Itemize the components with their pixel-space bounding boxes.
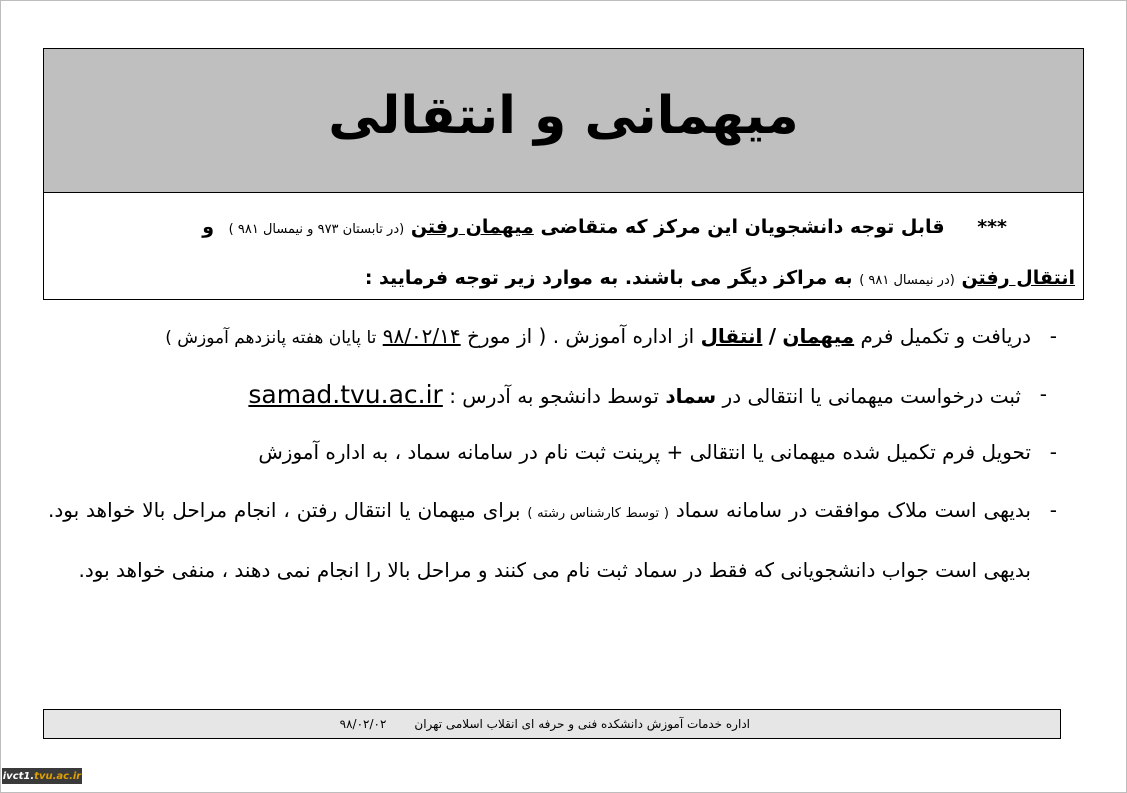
step-bullet: - [1039,382,1047,406]
step-1-date: ۹۸/۰۲/۱۴ [382,324,461,348]
step-1-text-a: دریافت و تکمیل فرم [860,324,1031,348]
step-2-text-a: ثبت درخواست میهمانی یا انتقالی در [722,384,1021,408]
step-4 [48,482,1057,598]
notice-stars: *** [977,216,1007,238]
notice-text-1: قابل توجه دانشجویان این مرکز که متقاضی [540,216,945,238]
notice-transfer-period: (در نیمسال ۹۸۱ ) [859,273,955,288]
step-4-expert-note: ( توسط کارشناس رشته ) [527,506,669,521]
steps-list [48,322,1057,598]
site-watermark [2,768,82,784]
step-bullet: - [1049,498,1057,522]
step-bullet: - [1049,324,1057,348]
notice-guest-period: (در تابستان ۹۷۳ و نیمسال ۹۸۱ ) [228,222,405,237]
notice-transfer-underlined: انتقال رفتن [961,267,1075,289]
watermark-domain: tvu.ac.ir [34,770,82,782]
step-1-slash: / [768,324,777,348]
step-4-text-a: بدیهی است ملاک موافقت در سامانه سماد [675,498,1031,522]
step-2 [48,380,1057,438]
step-2-text-b: توسط دانشجو به آدرس : [449,384,659,408]
step-1 [48,322,1057,380]
step-1-transfer: انتقال [700,324,763,348]
notice-line-2 [56,250,1075,309]
step-3-text: تحویل فرم تکمیل شده میهمانی یا انتقالی + پرینت ثبت نام در سامانه سماد ، به اداره آموزش [258,440,1031,464]
page-title: میهمانی و انتقالی [328,85,799,146]
samad-url-link[interactable]: samad.tvu.ac.ir [248,380,443,409]
step-2-samad: سماد [665,384,717,408]
header-box [43,48,1084,300]
title-band [44,49,1083,193]
step-4-text-b: برای میهمان یا انتقال رفتن ، انجام مراحل بالا خواهد بود. بدیهی است جواب دانشجویانی که فقط در سماد ثبت نام می کنند و مراحل بالا را انجام نمی دهند ، منفی خواهد بود. [48,498,1031,582]
step-1-guest: میهمان [782,324,855,348]
notice-and: و [202,216,215,238]
step-1-text-c: تا پایان هفته پانزدهم آموزش ) [165,328,377,348]
step-1-text-b: از اداره آموزش . ( از مورخ [467,324,695,348]
watermark-prefix: ivct1. [2,770,35,782]
step-bullet: - [1049,440,1057,464]
footer-office: اداره خدمات آموزش دانشکده فنی و حرفه ای انقلاب اسلامی تهران [414,717,750,731]
footer-date: ۹۸/۰۲/۰۲ [339,717,387,731]
notice-text-2: به مراکز دیگر می باشند. به موارد زیر توجه فرمایید : [364,267,853,289]
notice-guest-underlined: میهمان رفتن [410,216,534,238]
footer-box [43,709,1061,739]
notice-paragraph [56,199,1075,309]
